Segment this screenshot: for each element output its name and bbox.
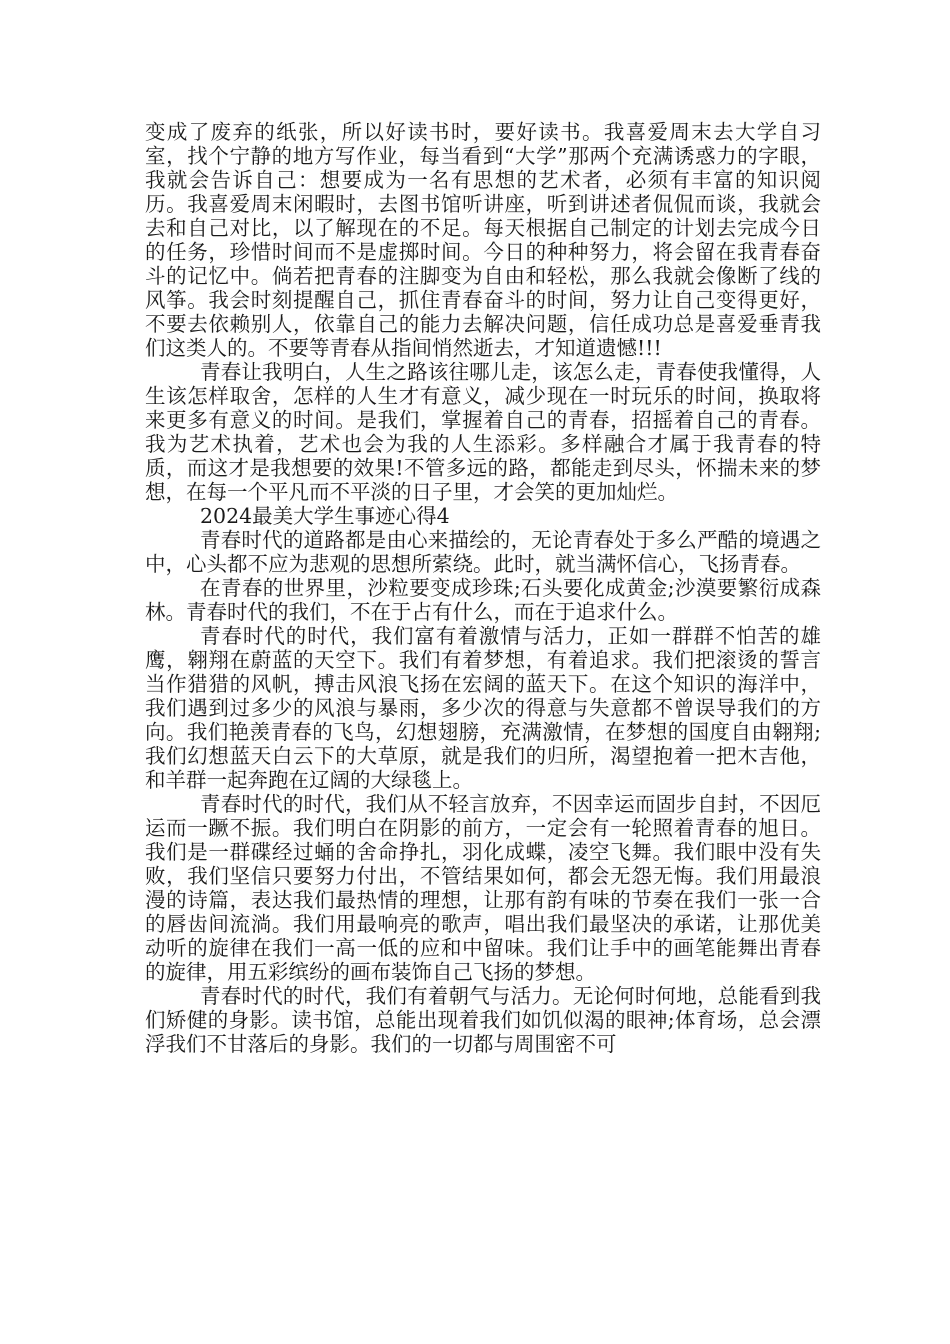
paragraph-3: 青春时代的道路都是由心来描绘的，无论青春处于多么严酷的境遇之中，心头都不应为悲观的思想所萦绕。此时，就当满怀信心，飞扬青春。 xyxy=(145,528,821,576)
paragraph-7: 青春时代的时代，我们有着朝气与活力。无论何时何地，总能看到我们矫健的身影。读书馆，总能出现着我们如饥似渴的眼神;体育场，总会漂浮我们不甘落后的身影。我们的一切都与周围密不可 xyxy=(145,984,821,1056)
section-heading: 2024最美大学生事迹心得4 xyxy=(200,504,450,528)
paragraph-6: 青春时代的时代，我们从不轻言放弃，不因幸运而固步自封，不因厄运而一蹶不振。我们明白在阴影的前方，一定会有一轮照着青春的旭日。我们是一群碟经过蛹的舍命挣扎，羽化成蝶，凌空飞舞。我们眼中没有失败，我们坚信只要努力付出，不管结果如何，都会无怨无悔。我们用最浪漫的诗篇，表达我们最热情的理想，让那有韵有味的节奏在我们一张一合的唇齿间流淌。我们用最响亮的歌声，唱出我们最坚决的承诺，让那优美动听的旋律在我们一高一低的应和中留味。我们让手中的画笔能舞出青春的旋律，用五彩缤纷的画布装饰自己飞扬的梦想。 xyxy=(145,792,821,984)
paragraph-1: 变成了废弃的纸张，所以好读书时，要好读书。我喜爱周末去大学自习室，找个宁静的地方写作业，每当看到“大学”那两个充满诱惑力的字眼，我就会告诉自己：想要成为一名有思想的艺术者，必须有丰富的知识阅历。我喜爱周末闲暇时，去图书馆听讲座，听到讲述者侃侃而谈，我就会去和自己对比，以了解现在的不足。每天根据自己制定的计划去完成今日的任务，珍惜时间而不是虚掷时间。今日的种种努力，将会留在我青春奋斗的记忆中。倘若把青春的注脚变为自由和轻松，那么我就会像断了线的风筝。我会时刻提醒自己，抓住青春奋斗的时间，努力让自己变得更好，不要去依赖别人，依靠自己的能力去解决问题，信任成功总是喜爱垂青我们这类人的。不要等青春从指间悄然逝去，才知道遗憾!!! xyxy=(145,120,821,360)
document-page xyxy=(145,120,821,1056)
paragraph-4: 在青春的世界里，沙粒要变成珍珠;石头要化成黄金;沙漠要繁衍成森林。青春时代的我们，不在于占有什么，而在于追求什么。 xyxy=(145,576,821,624)
paragraph-2: 青春让我明白，人生之路该往哪儿走，该怎么走，青春使我懂得，人生该怎样取舍，怎样的人生才有意义，减少现在一时玩乐的时间，换取将来更多有意义的时间。是我们，掌握着自己的青春，招摇着自己的青春。我为艺术执着，艺术也会为我的人生添彩。多样融合才属于我青春的特质，而这才是我想要的效果!不管多远的路，都能走到尽头，怀揣未来的梦想，在每一个平凡而不平淡的日子里，才会笑的更加灿烂。 xyxy=(145,360,821,504)
paragraph-5: 青春时代的时代，我们富有着激情与活力，正如一群群不怕苦的雄鹰，翱翔在蔚蓝的天空下。我们有着梦想，有着追求。我们把滚烫的誓言当作猎猎的风帆，搏击风浪飞扬在宏阔的蓝天下。在这个知识的海洋中，我们遇到过多少的风浪与暴雨，多少次的得意与失意都不曾误导我们的方向。我们艳羡青春的飞鸟，幻想翅膀，充满激情，在梦想的国度自由翱翔;我们幻想蓝天白云下的大草原，就是我们的归所，渴望抱着一把木吉他，和羊群一起奔跑在辽阔的大绿毯上。 xyxy=(145,624,821,792)
